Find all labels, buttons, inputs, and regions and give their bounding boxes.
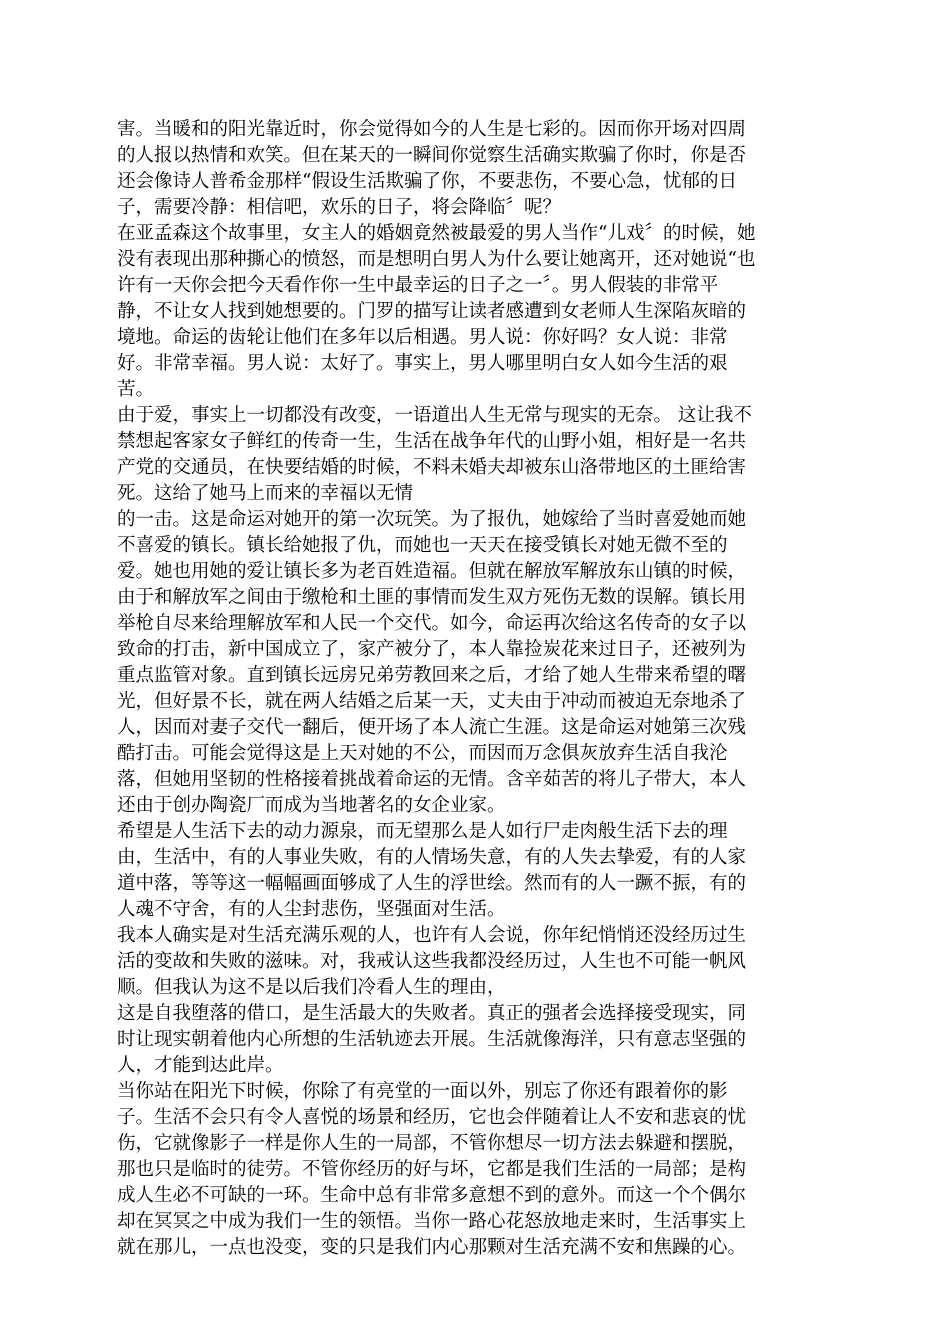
paragraph-4: 的一击。这是命运对她开的第一次玩笑。为了报仇，她嫁给了当时喜爱她而她 不喜爱的镇长。镇长给她报了仇，而她也一天天在接受镇长对她无微不至的 爱。她也用她的爱让镇长多为老百姓造福。但就在解放军解放东山镇的时候， 由于和解放军之间由于缴枪和土匪的事情而发生双方死伤无数的误解。镇长用 举枪自尽来给理解放军和人民一个交代。如今，命运再次给这名传奇的女子以 致命的打击，新中国成立了，家产被分了，本人靠捡炭花来过日子，还被列为 重点监管对象。直到镇长远房兄弟劳教回来之后，才给了她人生带来希望的曙 光，但好景不长，就在两人结婚之后某一天，丈夫由于冲动而被迫无奈地杀了 人，因而对妻子交代一翻后，便开场了本人流亡生涯。这是命运对她第三次残 酷打击。可能会觉得这是上天对她的不公，而因而万念俱灰放弃生活自我沦 落，但她用坚韧的性格接着挑战着命运的无情。含辛茹苦的将儿子带大，本人 还由于创办陶瓷厂而成为当地著名的女企业家。 xyxy=(117,509,747,816)
paragraph-6: 我本人确实是对生活充满乐观的人，也许有人会说，你年纪悄悄还没经历过生 活的变故和失败的滋味。对，我戒认这些我都没经历过，人生也不可能一帆风 顺。但我认为这不是以后我们冷看人生的理由， xyxy=(117,925,747,998)
paragraph-8: 当你站在阳光下时候，你除了有亮堂的一面以外，别忘了你还有跟着你的影 子。生活不会只有令人喜悦的场景和经历，它也会伴随着让人不安和悲哀的忧 伤，它就像影子一样是你人生的一局部，不管你想尽一切方法去躲避和摆脱， 那也只是临时的徒劳。不管你经历的好与坏，它都是我们生活的一局部；是构 成人生必不可缺的一环。生命中总有非常多意想不到的意外。而这一个个偶尔 却在冥冥之中成为我们一生的领悟。当你一路心花怒放地走来时，生活事实上 就在那儿，一点也没变，变的只是我们内心那颗对生活充满不安和焦躁的心。 xyxy=(117,1081,747,1258)
paragraph-3: 由于爱，事实上一切都没有改变，一语道出人生无常与现实的无奈。 这让我不 禁想起客家女子鲜红的传奇一生，生活在战争年代的山野小姐，相好是一名共 产党的交通员，在快要结婚的时候，不料未婚夫却被东山洛带地区的土匪给害 死。这给了她马上而来的幸福以无情 xyxy=(117,405,752,504)
paragraph-7: 这是自我堕落的借口，是生活最大的失败者。真正的强者会选择接受现实，同 时让现实朝着他内心所想的生活轨迹去开展。生活就像海洋，只有意志坚强的 人，才能到达此岸。 xyxy=(117,1003,747,1076)
document-page xyxy=(117,117,805,1261)
paragraph-1: 害。当暖和的阳光靠近时，你会觉得如今的人生是七彩的。因而你开场对四周 的人报以热情和欢笑。但在某天的一瞬间你觉察生活确实欺骗了你时，你是否 还会像诗人普希金那样“假设生活欺骗了你，不要悲伤，不要心急，忧郁的日 子，需要冷静：相信吧，欢乐的日子，将会降临〞呢？ xyxy=(117,119,747,218)
paragraph-5: 希望是人生活下去的动力源泉，而无望那么是人如行尸走肉般生活下去的理 由，生活中，有的人事业失败，有的人情场失意，有的人失去挚爱，有的人家 道中落，等等这一幅幅画面够成了人生的浮世绘。然而有的人一蹶不振，有的 人魂不守舍，有的人尘封悲伤，坚强面对生活。 xyxy=(117,821,747,920)
paragraph-2: 在亚孟森这个故事里，女主人的婚姻竟然被最爱的男人当作“儿戏〞的时候，她 没有表现出那种撕心的愤怒，而是想明白男人为什么要让她离开，还对她说“也 许有一天你会把今天看作你一生中最幸运的日子之一〞。男人假装的非常平 静，不让女人找到她想要的。门罗的描写让读者感遭到女老师人生深陷灰暗的 境地。命运的齿轮让他们在多年以后相遇。男人说：你好吗？女人说：非常 好。非常幸福。男人说：太好了。事实上，男人哪里明白女人如今生活的艰 苦。 xyxy=(117,223,756,400)
